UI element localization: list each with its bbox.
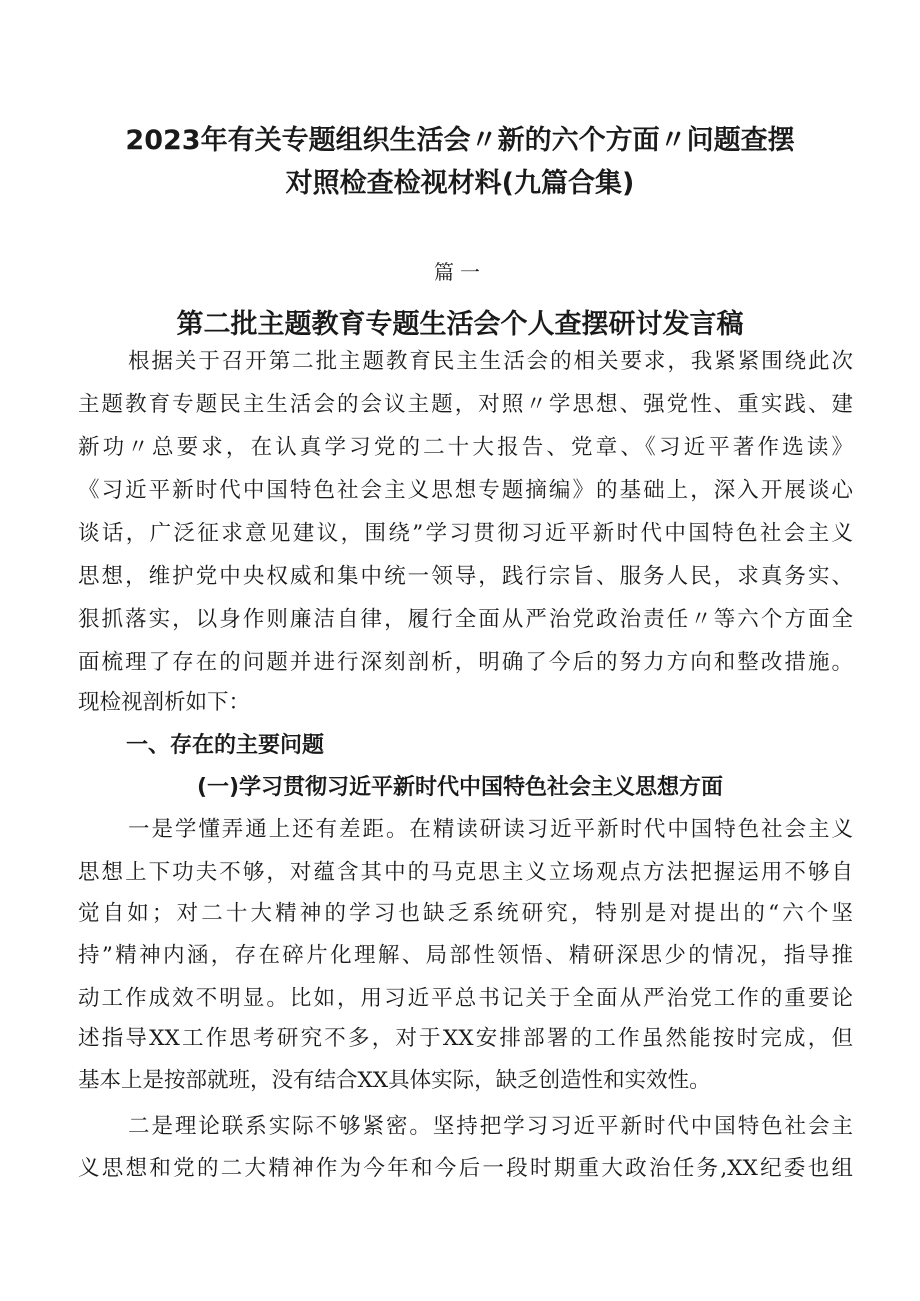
intro-line: 现检视剖析如下： — [78, 690, 251, 715]
section-heading: 一、存在的主要问题 — [126, 733, 325, 758]
paragraph-line: 述指导XX工作思考研究不多，对于XX安排部署的工作虽然能按时完成，但 — [78, 1026, 853, 1051]
paragraph-line: 动工作成效不明显。比如，用习近平总书记关于全面从严治党工作的重要论 — [78, 986, 853, 1011]
paragraph-line: 二是理论联系实际不够紧密。坚持把学习习近平新时代中国特色社会主 — [128, 1114, 853, 1139]
intro-line: 狠抓落实，以身作则廉洁自律，履行全面从严治党政治责任〃等六个方面全 — [78, 607, 853, 632]
paragraph-line: 思想上下功夫不够，对蕴含其中的马克思主义立场观点方法把握运用不够自 — [78, 860, 853, 885]
intro-line: 新功〃总要求，在认真学习党的二十大报告、党章、《习近平著作选读》 — [78, 435, 853, 460]
paragraph-line: 基本上是按部就班，没有结合XX具体实际，缺乏创造性和实效性。 — [78, 1068, 711, 1093]
document-title-line1: 2023年有关专题组织生活会〃新的六个方面〃问题查摆 — [125, 125, 795, 156]
intro-line: 思想，维护党中央权威和集中统一领导，践行宗旨、服务人民，求真务实、 — [78, 564, 853, 589]
paragraph-line: 持”精神内涵，存在碎片化理解、局部性领悟、精研深思少的情况，指导推 — [78, 943, 853, 968]
paragraph-line: 一是学懂弄通上还有差距。在精读研读习近平新时代中国特色社会主义 — [128, 817, 853, 842]
section-subheading: (一)学习贯彻习近平新时代中国特色社会主义思想方面 — [196, 775, 724, 800]
intro-line: 主题教育专题民主生活会的会议主题，对照〃学思想、强党性、重实践、建 — [78, 392, 853, 417]
chapter-label: 篇一 — [434, 260, 486, 284]
intro-line: 《习近平新时代中国特色社会主义思想专题摘编》的基础上，深入开展谈心 — [78, 478, 853, 503]
intro-line: 根据关于召开第二批主题教育民主生活会的相关要求，我紧紧围绕此次 — [128, 349, 853, 374]
intro-line: 谈话，广泛征求意见建议，围绕”学习贯彻习近平新时代中国特色社会主义 — [78, 521, 853, 546]
chapter-subtitle: 第二批主题教育专题生活会个人查摆研讨发言稿 — [176, 309, 744, 340]
paragraph-line: 义思想和党的二大精神作为今年和今后一段时期重大政治任务,XX纪委也组 — [78, 1156, 853, 1181]
paragraph-line: 觉自如；对二十大精神的学习也缺乏系统研究，特别是对提出的“六个坚 — [78, 901, 853, 926]
intro-line: 面梳理了存在的问题并进行深刻剖析，明确了今后的努力方向和整改措施。 — [78, 650, 853, 675]
document-title-line2: 对照检查检视材料(九篇合集) — [285, 168, 635, 199]
